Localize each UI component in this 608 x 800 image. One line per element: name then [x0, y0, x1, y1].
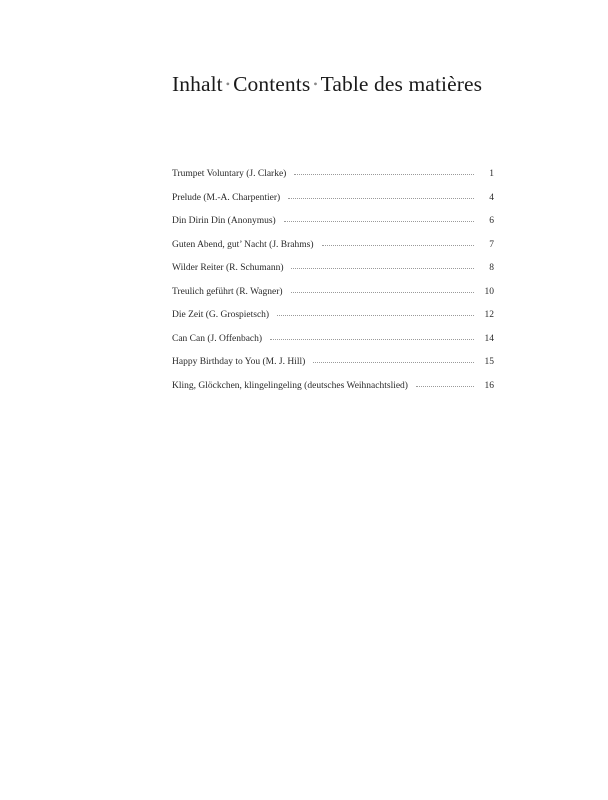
toc-entry[interactable]	[172, 310, 494, 334]
toc-entry-title: Guten Abend, gut’ Nacht (J. Brahms)	[172, 239, 314, 250]
toc-entry-page-number: 12	[484, 310, 494, 320]
dot-leader	[291, 291, 474, 293]
toc-entry[interactable]	[172, 263, 494, 287]
title-separator: •	[225, 77, 231, 91]
toc-entry-title: Trumpet Voluntary (J. Clarke)	[172, 169, 287, 179]
dot-leader	[277, 314, 474, 316]
toc-entry-page-number: 16	[484, 380, 494, 391]
toc-entry-page-number: 10	[484, 286, 494, 297]
dot-leader	[294, 173, 474, 175]
toc-entry-title: Din Dirin Din (Anonymus)	[172, 216, 276, 226]
dot-leader	[284, 220, 474, 222]
page-title	[172, 72, 482, 97]
title-german: Inhalt	[172, 72, 223, 96]
toc-entry[interactable]	[172, 287, 494, 311]
toc-entry-page-number: 1	[489, 169, 494, 179]
title-english: Contents	[233, 72, 311, 96]
toc-entry[interactable]	[172, 240, 494, 264]
dot-leader	[291, 267, 474, 269]
toc-entry-title: Treulich geführt (R. Wagner)	[172, 286, 283, 297]
dot-leader	[322, 244, 474, 246]
toc-entry-title: Can Can (J. Offenbach)	[172, 333, 263, 344]
toc-entry-title: Prelude (M.-A. Charpentier)	[172, 192, 281, 203]
toc-entry-page-number: 15	[484, 357, 494, 367]
toc-entry-page-number: 4	[489, 192, 494, 203]
toc-entry-title: Die Zeit (G. Grospietsch)	[172, 310, 270, 320]
toc-entry[interactable]	[172, 193, 494, 217]
toc-entry-title: Kling, Glöckchen, klingelingeling (deutsches Weihnachtslied)	[172, 380, 408, 391]
title-separator: •	[313, 77, 318, 91]
table-of-contents	[172, 169, 494, 404]
dot-leader	[270, 338, 474, 340]
toc-entry-page-number: 7	[489, 239, 494, 250]
toc-entry[interactable]	[172, 169, 494, 193]
dot-leader	[416, 385, 474, 387]
toc-entry[interactable]	[172, 381, 494, 405]
toc-entry[interactable]	[172, 357, 494, 381]
toc-entry[interactable]	[172, 216, 494, 240]
toc-entry-title: Wilder Reiter (R. Schumann)	[172, 263, 284, 273]
toc-entry[interactable]	[172, 334, 494, 358]
title-french: Table des matières	[320, 72, 483, 96]
toc-entry-title: Happy Birthday to You (M. J. Hill)	[172, 357, 306, 367]
toc-entry-page-number: 6	[489, 216, 494, 226]
dot-leader	[313, 361, 474, 363]
toc-entry-page-number: 8	[489, 263, 494, 273]
dot-leader	[288, 197, 474, 199]
toc-entry-page-number: 14	[484, 333, 494, 344]
